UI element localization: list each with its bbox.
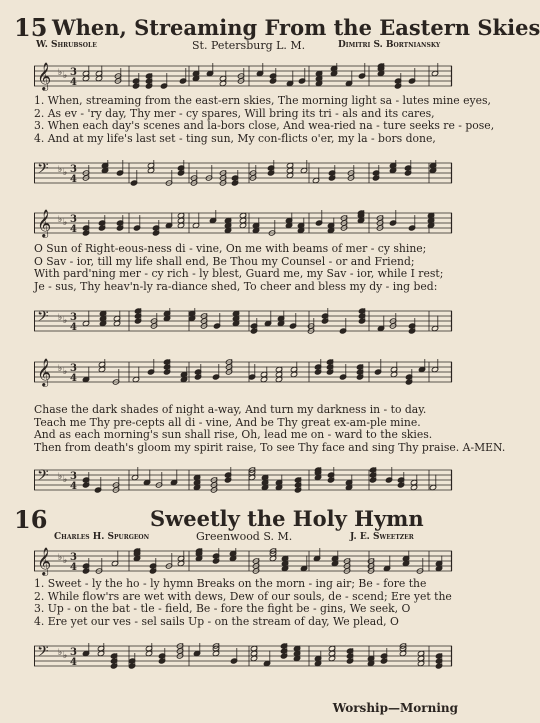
svg-text:♭: ♭ bbox=[58, 313, 63, 323]
svg-text:♭: ♭ bbox=[58, 648, 63, 658]
lyric-line: And as each morning's sun shall rise, Oh, lead me on - ward to the skies. bbox=[34, 428, 433, 441]
treble-staff bbox=[34, 63, 452, 89]
hymn-16-tune: Greenwood S. M. bbox=[196, 530, 293, 543]
hymn-15-composer: Dimitri S. Bortniansky bbox=[338, 40, 441, 50]
svg-text:♭: ♭ bbox=[63, 367, 68, 377]
svg-text:♭: ♭ bbox=[58, 364, 63, 374]
lyric-line: 1. When, streaming from the east-ern skies, The morning light sa - lutes mine eyes, bbox=[34, 94, 491, 107]
svg-text:♭: ♭ bbox=[58, 215, 63, 225]
svg-text:♭: ♭ bbox=[63, 475, 68, 485]
hymn-15-title: When, Streaming From the Eastern Skies bbox=[52, 15, 540, 40]
svg-text:3: 3 bbox=[70, 471, 77, 482]
lyric-line: 2. As ev - 'ry day, Thy mer - cy spares, Will bring its tri - als and its cares, bbox=[34, 106, 435, 120]
treble-staff bbox=[34, 548, 452, 574]
svg-text:𝄢: 𝄢 bbox=[37, 160, 49, 181]
lyric-line: O Sav - ior, till my life shall end, Be Thou my Counsel - or and Friend; bbox=[34, 254, 415, 268]
hymn-16-composer: J. E. Sweetzer bbox=[350, 532, 414, 542]
svg-text:3: 3 bbox=[70, 67, 77, 78]
svg-text:3: 3 bbox=[70, 312, 77, 323]
hymn-15-tune: St. Petersburg L. M. bbox=[192, 39, 306, 52]
svg-text:𝄢: 𝄢 bbox=[37, 467, 49, 488]
lyric-line: O Sun of Right-eous-ness di - vine, On me with beams of mer - cy shine; bbox=[34, 242, 427, 255]
svg-text:4: 4 bbox=[70, 481, 77, 492]
svg-text:𝄢: 𝄢 bbox=[37, 308, 49, 329]
treble-staff bbox=[34, 210, 452, 236]
svg-text:4: 4 bbox=[70, 77, 77, 88]
lyric-line: 3. When each day's scenes and la-bors close, And wea-ried na - ture seeks re - pose, bbox=[34, 119, 495, 132]
svg-text:𝄢: 𝄢 bbox=[37, 643, 49, 664]
hymn-16-author: Charles H. Spurgeon bbox=[54, 532, 150, 542]
bass-staff bbox=[34, 308, 452, 334]
svg-text:3: 3 bbox=[70, 647, 77, 658]
lyrics-block bbox=[34, 578, 452, 628]
svg-text:4: 4 bbox=[70, 322, 77, 333]
lyric-line: Je - sus, Thy heav'n-ly ra-diance shed, To cheer and bless my dy - ing bed: bbox=[34, 279, 438, 293]
svg-text:♭: ♭ bbox=[58, 68, 63, 78]
svg-text:4: 4 bbox=[70, 174, 77, 185]
lyric-line: 4. And at my life's last set - ting sun, My con-flicts o'er, my la - bors done, bbox=[34, 131, 436, 145]
svg-text:♭: ♭ bbox=[58, 165, 63, 175]
treble-staff bbox=[34, 359, 452, 385]
svg-text:♭: ♭ bbox=[63, 651, 68, 661]
lyric-line: Then from death's gloom my spirit raise, To see Thy face and sing Thy praise. A-MEN. bbox=[34, 440, 506, 454]
svg-text:𝄞: 𝄞 bbox=[37, 62, 52, 90]
svg-text:4: 4 bbox=[70, 657, 77, 668]
lyric-line: Chase the dark shades of night a-way, And turn my darkness in - to day. bbox=[34, 403, 427, 416]
lyric-line: 4. Ere yet our ves - sel sails Up - on the stream of day, We plead, O bbox=[34, 614, 399, 628]
svg-text:♭: ♭ bbox=[63, 316, 68, 326]
svg-text:𝄞: 𝄞 bbox=[37, 209, 52, 237]
lyrics-block bbox=[34, 403, 506, 454]
svg-text:𝄞: 𝄞 bbox=[37, 358, 52, 386]
svg-text:4: 4 bbox=[70, 224, 77, 235]
hymn-16-number: 16 bbox=[14, 505, 48, 534]
svg-text:♭: ♭ bbox=[63, 71, 68, 81]
hymn-16-title: Sweetly the Holy Hymn bbox=[150, 506, 424, 531]
svg-text:4: 4 bbox=[70, 562, 77, 573]
svg-text:♭: ♭ bbox=[63, 556, 68, 566]
svg-text:♭: ♭ bbox=[63, 218, 68, 228]
svg-text:3: 3 bbox=[70, 164, 77, 175]
svg-text:3: 3 bbox=[70, 363, 77, 374]
lyric-line: 2. While flow'rs are wet with dews, Dew of our souls, de - scend; Ere yet the bbox=[34, 589, 452, 603]
svg-text:♭: ♭ bbox=[58, 553, 63, 563]
svg-text:𝄞: 𝄞 bbox=[37, 547, 52, 575]
svg-text:♭: ♭ bbox=[58, 472, 63, 482]
lyrics-block bbox=[34, 94, 495, 145]
svg-text:4: 4 bbox=[70, 373, 77, 384]
lyric-line: Teach me Thy pre-cepts all di - vine, And be Thy great ex-am-ple mine. bbox=[34, 415, 421, 429]
lyric-line: 3. Up - on the bat - tle - field, Be - fore the fight be - gins, We seek, O bbox=[34, 602, 411, 615]
svg-text:♭: ♭ bbox=[63, 168, 68, 178]
lyric-line: 1. Sweet - ly the ho - ly hymn Breaks on the morn - ing air; Be - fore the bbox=[34, 577, 427, 590]
svg-text:3: 3 bbox=[70, 552, 77, 563]
lyrics-block bbox=[34, 243, 452, 293]
page-footer-section: Worship—Morning bbox=[332, 701, 458, 715]
lyric-line: With pard'ning mer - cy rich - ly blest, Guard me, my Sav - ior, while I rest; bbox=[34, 267, 444, 280]
bass-staff bbox=[34, 643, 452, 669]
hymn-15-number: 15 bbox=[14, 13, 48, 42]
bass-staff bbox=[34, 467, 452, 493]
bass-staff bbox=[34, 160, 452, 186]
hymn-15-author: W. Shrubsole bbox=[36, 40, 97, 50]
svg-text:3: 3 bbox=[70, 214, 77, 225]
